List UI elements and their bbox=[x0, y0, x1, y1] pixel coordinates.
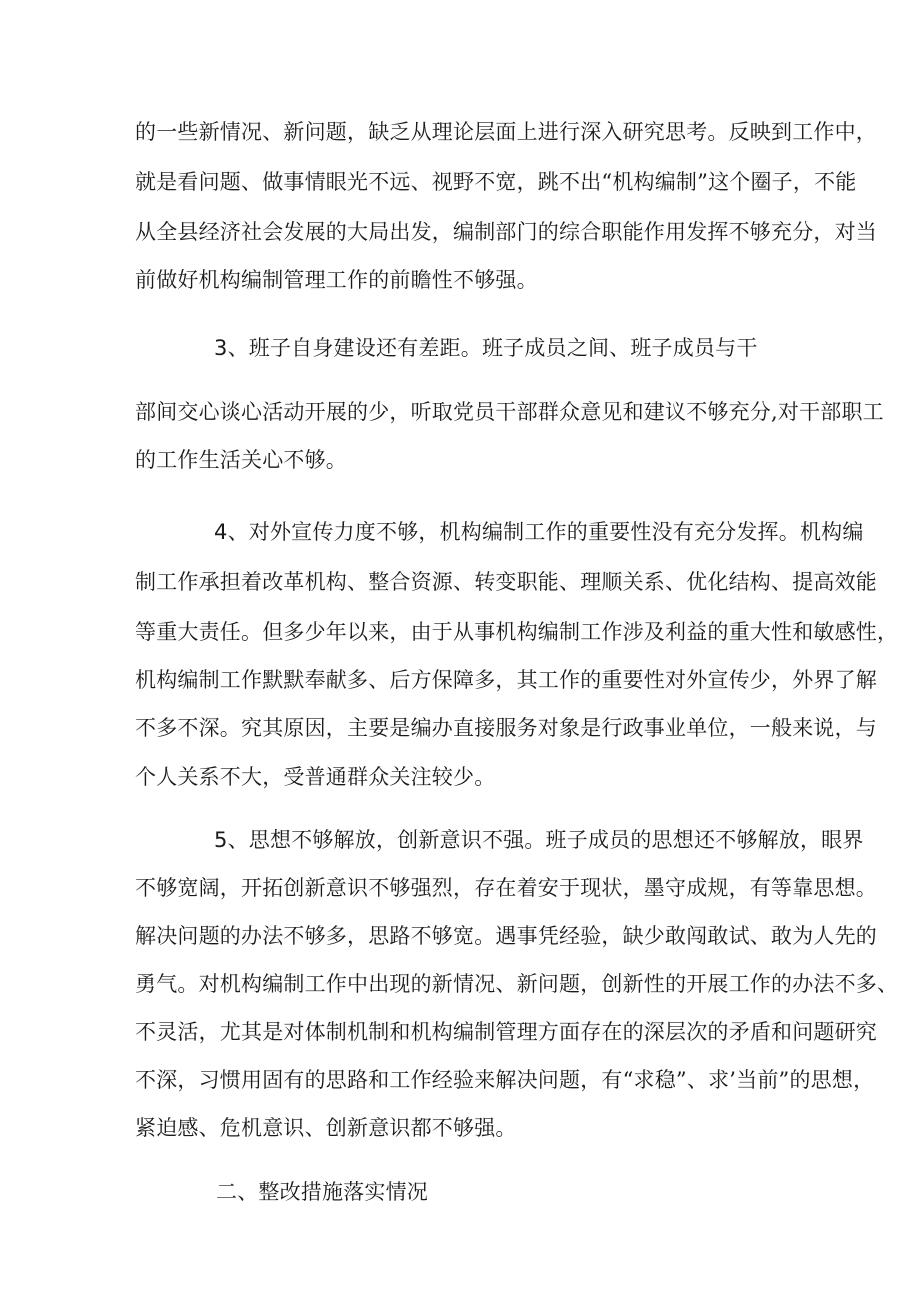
paragraph-line: 的工作生活关心不够。 bbox=[135, 448, 347, 472]
paragraph-line: 不够宽阔，开拓创新意识不够强烈，存在着安于现状，墨守成规，有等靠思想。 bbox=[135, 876, 877, 900]
paragraph-first-line bbox=[214, 334, 758, 362]
item-number: 5 bbox=[214, 828, 228, 852]
paragraph-line: 不灵活，尤其是对体制机制和机构编制管理方面存在的深层次的矛盾和问题研究 bbox=[135, 1020, 877, 1044]
paragraph-line: 解决问题的办法不够多，思路不够宽。遇事凭经验，缺少敢闯敢试、敢为人先的 bbox=[135, 924, 877, 948]
paragraph-line: 的一些新情况、新问题，缺乏从理论层面上进行深入研究思考。反映到工作中， bbox=[135, 120, 877, 144]
paragraph-line: 紧迫感、危机意识、创新意识都不够强。 bbox=[135, 1116, 517, 1140]
paragraph-line: 不深，习惯用固有的思路和工作经验来解决问题，有“求稳”、求’当前”的思想， bbox=[135, 1068, 875, 1092]
paragraph-line: 勇气。对机构编制工作中出现的新情况、新问题，创新性的开展工作的办法不多、 bbox=[135, 972, 899, 996]
paragraph-first-line bbox=[214, 826, 864, 854]
paragraph-line: 前做好机构编制管理工作的前瞻性不够强。 bbox=[135, 268, 538, 292]
paragraph-line: 制工作承担着改革机构、整合资源、转变职能、理顺关系、优化结构、提高效能 bbox=[135, 570, 877, 594]
paragraph-first-line bbox=[214, 518, 864, 546]
paragraph-line: 机构编制工作默默奉献多、后方保障多，其工作的重要性对外宣传少，外界了解 bbox=[135, 668, 877, 692]
paragraph-line: 不多不深。究其原因，主要是编办直接服务对象是行政事业单位，一般来说，与 bbox=[135, 716, 877, 740]
paragraph-line: 等重大责任。但多少年以来，由于从事机构编制工作涉及利益的重大性和敏感性， bbox=[135, 620, 899, 644]
paragraph-line: 部间交心谈心活动开展的少，听取党员干部群众意见和建议不够充分,对干部职工 bbox=[135, 400, 884, 424]
item-number: 3 bbox=[214, 336, 228, 360]
paragraph-text: 、思想不够解放，创新意识不强。班子成员的思想还不够解放，眼界 bbox=[227, 828, 864, 852]
paragraph-line: 就是看问题、做事情眼光不远、视野不宽，跳不出“机构编制”这个圈子，不能 bbox=[135, 170, 857, 194]
paragraph-line: 个人关系不大，受普通群众关注较少。 bbox=[135, 765, 496, 789]
section-heading: 二、整改措施落实情况 bbox=[216, 1180, 428, 1204]
paragraph-line: 从全县经济社会发展的大局出发，编制部门的综合职能作用发挥不够充分，对当 bbox=[135, 220, 877, 244]
paragraph-text: 、对外宣传力度不够，机构编制工作的重要性没有充分发挥。机构编 bbox=[227, 520, 864, 544]
paragraph-text: 、班子自身建设还有差距。班子成员之间、班子成员与干 bbox=[227, 336, 758, 360]
item-number: 4 bbox=[214, 520, 228, 544]
